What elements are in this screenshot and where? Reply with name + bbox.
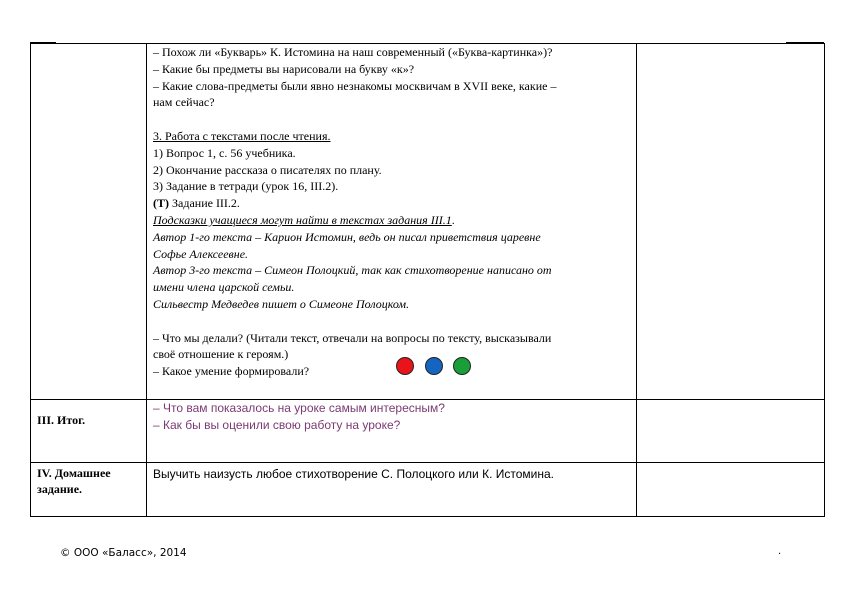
hint-tail: .	[451, 212, 455, 227]
task-line	[153, 195, 630, 212]
homework-content-cell	[147, 463, 637, 517]
hint-line	[153, 212, 630, 229]
table-row-summary	[31, 400, 825, 463]
work-heading: 3. Работа с текстами после чтения.	[153, 128, 331, 143]
question-line: – Какие слова-предметы были явно незнакомы москвичам в XVII веке, какие –	[153, 78, 557, 93]
task-text: Задание III.2.	[169, 196, 240, 211]
author-line: Автор 3-го текста – Симеон Полоцкий, так как стихотворение написано от	[153, 263, 552, 278]
stage-cell-empty	[31, 44, 147, 400]
footer-copyright: © ООО «Баласс», 2014	[60, 547, 187, 559]
stage-cell-homework	[31, 463, 147, 517]
work-item: 1) Вопрос 1, с. 56 учебника.	[153, 145, 296, 160]
reflection-line: – Что мы делали? (Читали текст, отвечали на вопросы по тексту, высказывали	[153, 330, 552, 345]
homework-text: Выучить наизусть любое стихотворение С. Полоцкого или К. Истомина.	[153, 467, 554, 481]
summary-question: – Что вам показалось на уроке самым интересным?	[153, 401, 445, 415]
question-line: нам сейчас?	[153, 95, 215, 110]
stage-label: задание.	[37, 482, 83, 496]
footer-dot: .	[778, 546, 782, 557]
work-item: 3) Задание в тетради (урок 16, III.2).	[153, 179, 339, 194]
summary-question: – Как бы вы оценили свою работу на уроке?	[153, 417, 401, 432]
stage-label: IV. Домашнее	[37, 466, 111, 480]
red-circle-icon	[396, 357, 414, 375]
reflection-line: – Какое умение формировали?	[153, 364, 310, 379]
green-circle-icon	[453, 357, 471, 375]
notes-cell	[637, 44, 825, 400]
table-row-homework	[31, 463, 825, 517]
author-line: имени члена царской семьи.	[153, 280, 295, 295]
table-row-main	[31, 44, 825, 400]
work-item: 2) Окончание рассказа о писателях по плану.	[153, 162, 382, 177]
author-line: Софье Алексеевне.	[153, 246, 249, 261]
stage-cell-summary	[31, 400, 147, 463]
notes-cell	[637, 400, 825, 463]
question-line: – Похож ли «Букварь» К. Истомина на наш современный («Буква-картинка»)?	[153, 45, 553, 59]
task-marker: (Т)	[153, 196, 169, 211]
question-line: – Какие бы предметы вы нарисовали на букву «к»?	[153, 61, 415, 76]
author-line: Автор 1-го текста – Карион Истомин, ведь он писал приветствия царевне	[153, 229, 541, 244]
lesson-plan-table	[30, 43, 825, 517]
reflection-line: своё отношение к героям.)	[153, 347, 289, 362]
hint-text: Подсказки учащиеся могут найти в текстах задания III.1	[153, 212, 452, 227]
summary-content-cell	[147, 400, 637, 463]
notes-cell	[637, 463, 825, 517]
stage-label: III. Итог.	[37, 413, 86, 427]
blue-circle-icon	[425, 357, 443, 375]
author-line: Сильвестр Медведев пишет о Симеоне Полоцком.	[153, 296, 410, 311]
lesson-content-cell	[147, 44, 637, 400]
